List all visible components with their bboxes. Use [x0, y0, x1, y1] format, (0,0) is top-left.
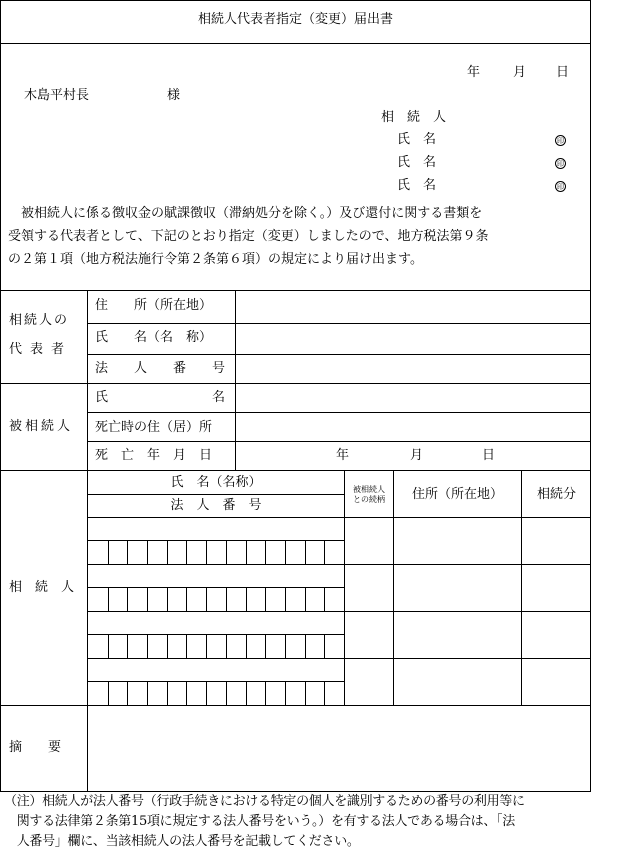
corp-number-digit-cell[interactable] — [305, 541, 324, 563]
corp-number-digit-cell[interactable] — [186, 635, 205, 657]
corp-number-digit-cell[interactable] — [108, 541, 127, 563]
heir-share-field[interactable] — [522, 518, 590, 564]
heir-name-field[interactable] — [88, 518, 344, 540]
heir-relation-field[interactable] — [345, 565, 393, 611]
corp-number-digit-cell[interactable] — [108, 682, 127, 704]
heir-name-field[interactable] — [88, 565, 344, 587]
corp-number-digit-cell[interactable] — [305, 588, 324, 610]
heir-share-field[interactable] — [522, 565, 590, 611]
representative-address-field[interactable] — [236, 291, 590, 323]
corp-number-digit-cell[interactable] — [324, 588, 343, 610]
corp-number-digit-cell[interactable] — [265, 588, 284, 610]
summary-label: 摘 要 — [9, 740, 62, 755]
corp-number-digit-cell[interactable] — [88, 541, 107, 563]
corp-number-digit-cell[interactable] — [206, 635, 225, 657]
name-label-3: 氏 名 — [397, 178, 437, 193]
heir-address-field[interactable] — [394, 518, 521, 564]
seal-mark-3: 印 — [557, 183, 564, 191]
deceased-death-date-label: 死 亡 年 月 日 — [95, 448, 213, 463]
heir-name-field[interactable] — [88, 612, 344, 634]
heir-name-field[interactable] — [88, 659, 344, 681]
body-line-1: 被相続人に係る徴収金の賦課徴収（滞納処分を除く。）及び還付に関する書類を — [8, 206, 483, 221]
corp-number-digit-cell[interactable] — [265, 682, 284, 704]
corp-number-digit-cell[interactable] — [167, 588, 186, 610]
section-divider — [0, 470, 591, 471]
heirs-relation-header-2: との続柄 — [353, 495, 385, 504]
corp-number-digit-cell[interactable] — [186, 588, 205, 610]
corp-number-digit-cell[interactable] — [186, 682, 205, 704]
corp-number-digit-cell[interactable] — [206, 541, 225, 563]
representative-name-label: 氏 名（名 称） — [95, 330, 213, 345]
corp-number-digit-cell[interactable] — [108, 588, 127, 610]
corp-number-digit-cell[interactable] — [167, 682, 186, 704]
addressee-honorific: 様 — [167, 88, 181, 103]
corp-number-digit-cell[interactable] — [88, 588, 107, 610]
corp-number-digit-cell[interactable] — [147, 635, 166, 657]
heir-address-field[interactable] — [394, 565, 521, 611]
corp-number-digit-cell[interactable] — [88, 682, 107, 704]
heir-relation-field[interactable] — [345, 659, 393, 705]
corp-number-digit-cell[interactable] — [246, 588, 265, 610]
heirs-share-header: 相続分 — [536, 487, 576, 502]
representative-name-field[interactable] — [236, 324, 590, 354]
corp-number-digit-cell[interactable] — [226, 541, 245, 563]
corp-number-digit-cell[interactable] — [324, 635, 343, 657]
corp-number-digit-cell[interactable] — [305, 682, 324, 704]
corp-number-digit-cell[interactable] — [265, 635, 284, 657]
corp-number-digit-cell[interactable] — [285, 588, 304, 610]
death-date-day: 日 — [482, 448, 496, 463]
corp-number-digit-cell[interactable] — [127, 635, 146, 657]
corp-number-digit-cell[interactable] — [226, 682, 245, 704]
heirs-address-header: 住所（所在地） — [411, 487, 503, 502]
heir-address-field[interactable] — [394, 659, 521, 705]
corp-number-digit-cell[interactable] — [206, 588, 225, 610]
heirs-relation-header-1: 被相続人 — [353, 485, 385, 494]
name-label-1: 氏 名 — [397, 132, 437, 147]
representative-section-label-1: 相続人の — [9, 313, 70, 328]
death-date-year: 年 — [336, 448, 350, 463]
deceased-name-field[interactable] — [236, 384, 590, 412]
seal-mark-1: 印 — [557, 137, 564, 145]
corp-number-digit-cell[interactable] — [147, 541, 166, 563]
deceased-address-label: 死亡時の住（居）所 — [95, 420, 213, 435]
heir-relation-field[interactable] — [345, 518, 393, 564]
corp-number-digit-cell[interactable] — [246, 635, 265, 657]
heir-relation-field[interactable] — [345, 612, 393, 658]
corp-number-digit-cell[interactable] — [285, 682, 304, 704]
corp-number-digit-cell[interactable] — [226, 635, 245, 657]
heirs-corp-number-header: 法 人 番 号 — [170, 498, 262, 513]
representative-section-label-2: 代表者 — [9, 342, 73, 357]
corp-number-digit-cell[interactable] — [147, 588, 166, 610]
corp-number-digit-cell[interactable] — [265, 541, 284, 563]
corp-number-digit-cell[interactable] — [127, 541, 146, 563]
heirs-name-header: 氏 名（名称） — [170, 475, 262, 490]
deceased-name-label: 氏 名 — [95, 390, 226, 405]
corp-number-digit-cell[interactable] — [324, 682, 343, 704]
corp-number-digit-cell[interactable] — [127, 588, 146, 610]
heirs-section-label: 相 続 人 — [9, 580, 75, 595]
body-line-3: の２第１項（地方税法施行令第２条第６項）の規定により届け出ます。 — [8, 252, 423, 267]
corp-number-digit-cell[interactable] — [108, 635, 127, 657]
corp-number-digit-cell[interactable] — [206, 682, 225, 704]
seal-mark-2: 印 — [557, 160, 564, 168]
representative-corp-number-field[interactable] — [236, 355, 590, 383]
date-day: 日 — [556, 65, 570, 80]
corp-number-digit-cell[interactable] — [226, 588, 245, 610]
corp-number-digit-cell[interactable] — [285, 635, 304, 657]
representative-corp-number-label: 法 人 番 号 — [95, 361, 226, 376]
representative-address-label: 住 所（所在地） — [95, 298, 213, 313]
heir-address-field[interactable] — [394, 612, 521, 658]
note-line-2: 関する法律第２条第15項に規定する法人番号をいう。）を有する法人である場合は、「法 — [4, 814, 515, 829]
corp-number-digit-cell[interactable] — [246, 682, 265, 704]
heir-label: 相 続 人 — [381, 110, 447, 125]
title-divider — [0, 43, 591, 44]
corp-number-digit-cell[interactable] — [127, 682, 146, 704]
corp-number-digit-cell[interactable] — [167, 635, 186, 657]
heir-share-field[interactable] — [522, 659, 590, 705]
date-month: 月 — [513, 65, 527, 80]
date-year: 年 — [467, 65, 481, 80]
death-date-month: 月 — [410, 448, 424, 463]
corp-number-digit-cell[interactable] — [305, 635, 324, 657]
summary-field[interactable] — [88, 706, 590, 791]
deceased-section-label: 被相続人 — [9, 419, 74, 434]
header-divider — [87, 494, 344, 495]
corp-number-digit-cell[interactable] — [324, 541, 343, 563]
corp-number-digit-cell[interactable] — [186, 541, 205, 563]
name-label-2: 氏 名 — [397, 155, 437, 170]
corp-number-digit-cell[interactable] — [88, 635, 107, 657]
corp-number-digit-cell[interactable] — [167, 541, 186, 563]
heir-share-field[interactable] — [522, 612, 590, 658]
note-line-3: 人番号」欄に、当該相続人の法人番号を記載してください。 — [4, 834, 360, 849]
row-divider — [87, 441, 591, 442]
addressee: 木島平村長 — [24, 88, 90, 103]
body-line-2: 受領する代表者として、下記のとおり指定（変更）しましたので、地方税法第９条 — [8, 229, 489, 244]
column-divider — [87, 290, 88, 471]
note-line-1: （注）相続人が法人番号（行政手続きにおける特定の個人を識別するための番号の利用等に — [4, 794, 525, 809]
corp-number-digit-cell[interactable] — [285, 541, 304, 563]
deceased-address-field[interactable] — [236, 413, 590, 441]
form-title: 相続人代表者指定（変更）届出書 — [197, 12, 393, 27]
corp-number-digit-cell[interactable] — [246, 541, 265, 563]
corp-number-digit-cell[interactable] — [147, 682, 166, 704]
